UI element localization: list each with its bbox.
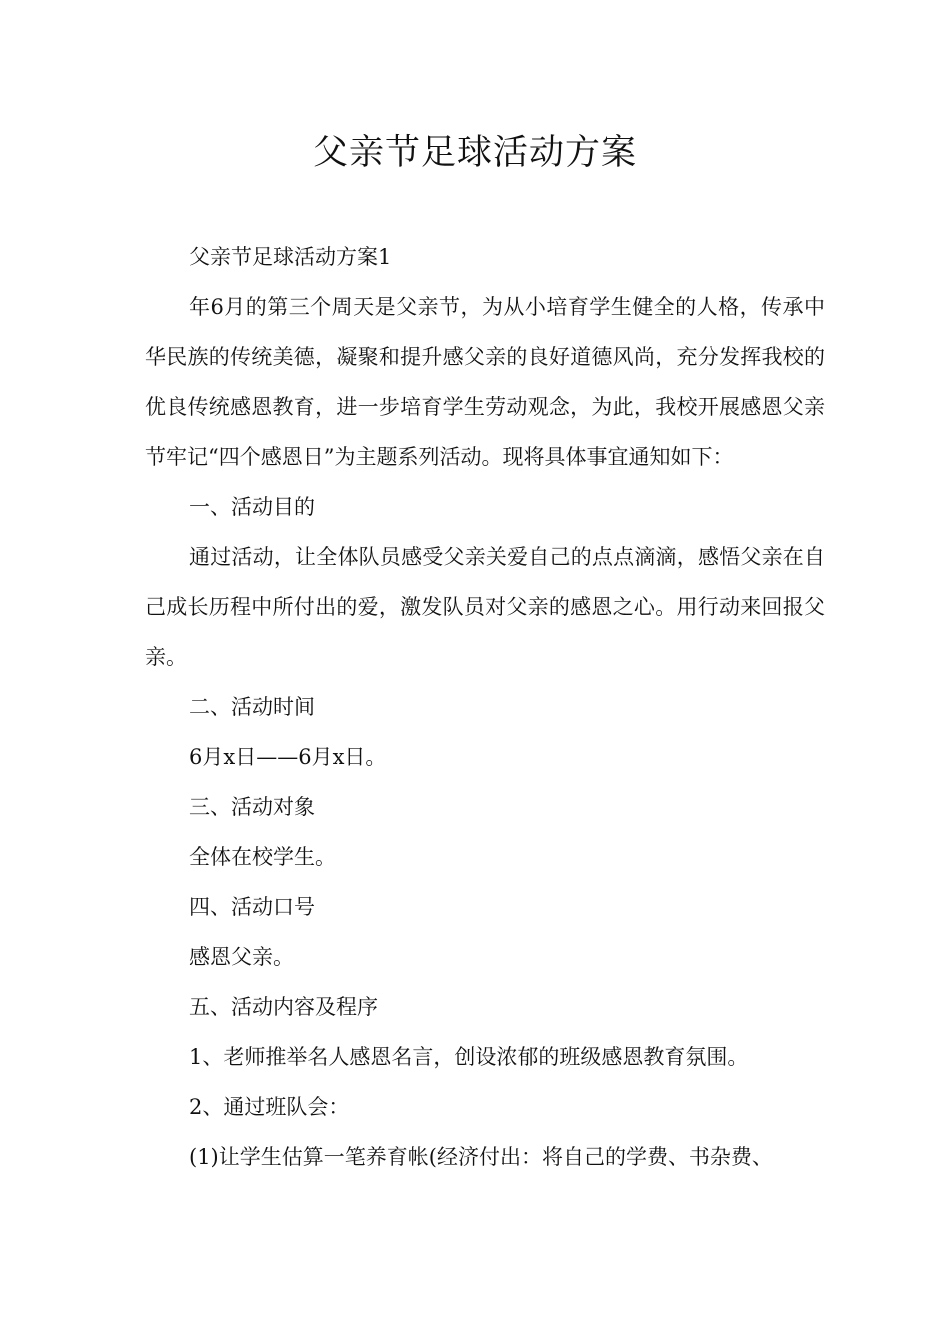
section-heading-time: 二、活动时间	[189, 695, 315, 719]
paragraph-intro: 年6月的第三个周天是父亲节，为从小培育学生健全的人格，传承中华民族的传统美德，凝聚和提升感父亲的良好道德风尚，充分发挥我校的优良传统感恩教育，进一步培育学生劳动观念，为此，我校开展感恩父亲节牢记“四个感恩日”为主题系列活动。现将具体事宜通知如下：	[145, 295, 825, 469]
paragraph-step-1: 1、老师推举名人感恩名言，创设浓郁的班级感恩教育氛围。	[189, 1045, 749, 1069]
paragraph-purpose: 通过活动，让全体队员感受父亲关爱自己的点点滴滴，感悟父亲在自己成长历程中所付出的爱，激发队员对父亲的感恩之心。用行动来回报父亲。	[145, 545, 825, 669]
paragraph-plan-heading: 父亲节足球活动方案1	[189, 245, 392, 269]
paragraph-time: 6月x日——6月x日。	[189, 745, 387, 769]
paragraph-step-2: 2、通过班队会：	[189, 1095, 350, 1119]
section-heading-content: 五、活动内容及程序	[189, 995, 378, 1019]
section-heading-audience: 三、活动对象	[189, 795, 315, 819]
paragraph-slogan: 感恩父亲。	[189, 945, 294, 969]
paragraph-audience: 全体在校学生。	[189, 845, 336, 869]
paragraph-step-2-1: (1)让学生估算一笔养育帐(经济付出：将自己的学费、书杂费、	[189, 1145, 773, 1169]
section-heading-purpose: 一、活动目的	[189, 495, 315, 519]
document-title: 父亲节足球活动方案	[312, 133, 637, 173]
section-heading-slogan: 四、活动口号	[189, 895, 315, 919]
document-body	[145, 232, 825, 1182]
